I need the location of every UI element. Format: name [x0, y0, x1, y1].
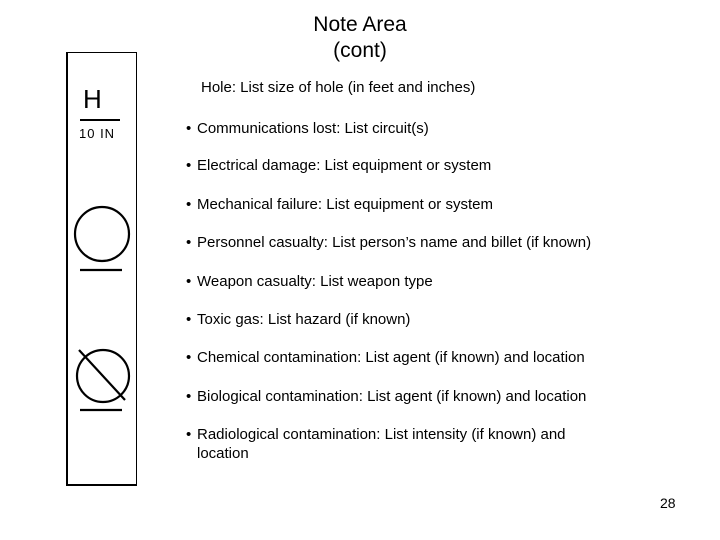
bullet-icon: •	[186, 311, 192, 328]
hole-size-label: 10 IN	[79, 126, 116, 141]
slide-title	[260, 12, 460, 64]
hole-note: Hole: List size of hole (in feet and inches)	[201, 79, 476, 96]
title-line-1: Note Area	[313, 13, 407, 36]
bullet-icon: •	[186, 234, 192, 251]
bullet-icon: •	[186, 426, 192, 443]
note-item: • Mechanical failure: List equipment or system	[186, 196, 493, 213]
circle-with-underline-icon	[66, 200, 138, 276]
slashed-circle-with-underline-icon	[66, 340, 138, 416]
bullet-icon: •	[186, 157, 192, 174]
hole-symbol-underline	[80, 119, 120, 121]
bullet-icon: •	[186, 196, 192, 213]
bullet-icon: •	[186, 120, 192, 137]
note-item: • Toxic gas: List hazard (if known)	[186, 311, 411, 328]
note-item: • Weapon casualty: List weapon type	[186, 273, 433, 290]
page-number: 28	[660, 495, 676, 511]
note-item: • Biological contamination: List agent (if known) and location	[186, 388, 587, 405]
bullet-icon: •	[186, 388, 192, 405]
bullet-icon: •	[186, 349, 192, 366]
note-item: • Electrical damage: List equipment or system	[186, 157, 492, 174]
note-item: • Chemical contamination: List agent (if known) and location	[186, 349, 585, 366]
note-item: • Personnel casualty: List person’s name and billet (if known)	[186, 234, 592, 251]
note-item: • Communications lost: List circuit(s)	[186, 120, 429, 137]
note-item: • Radiological contamination: List intensity (if known) and location	[186, 426, 566, 462]
bullet-icon: •	[186, 273, 192, 290]
hole-symbol-letter: H	[83, 84, 102, 114]
title-line-2: (cont)	[333, 39, 387, 62]
